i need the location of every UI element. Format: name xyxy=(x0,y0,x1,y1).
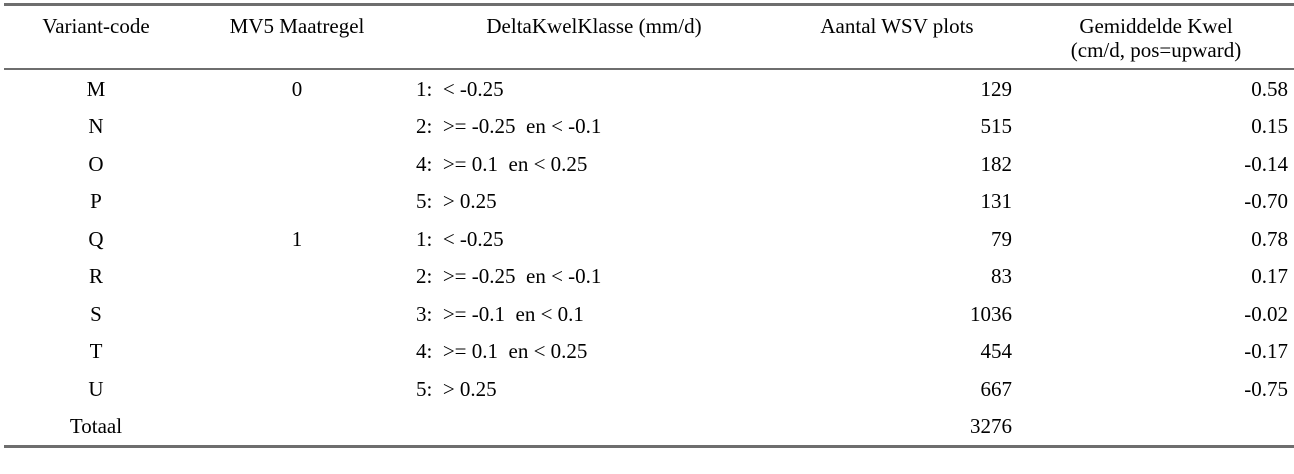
header-mv5-maatregel: MV5 Maatregel xyxy=(229,14,365,38)
cell-delta-class: 4: >= 0.1 en < 0.25 xyxy=(416,151,588,176)
cell-mean-kwel: -0.70 xyxy=(1244,189,1288,214)
header-variant-code: Variant-code xyxy=(42,14,150,38)
cell-variant-code: T xyxy=(89,339,103,364)
cell-variant-code: O xyxy=(88,151,104,176)
table-row xyxy=(4,333,1294,371)
cell-mv5 xyxy=(188,333,406,371)
cell-mv5 xyxy=(188,258,406,296)
cell-mean-kwel: -0.75 xyxy=(1244,376,1288,401)
cell-plot-count: 182 xyxy=(980,151,1012,176)
cell-mean-kwel xyxy=(1018,408,1294,447)
cell-plot-count: 515 xyxy=(980,114,1012,139)
cell-total-label: Totaal xyxy=(69,414,123,439)
table-row xyxy=(4,370,1294,408)
table-body xyxy=(4,69,1294,447)
table-row xyxy=(4,183,1294,221)
cell-mv5 xyxy=(188,295,406,333)
table-row xyxy=(4,108,1294,146)
cell-delta-class: 2: >= -0.25 en < -0.1 xyxy=(416,264,602,289)
header-gemiddelde-kwel-line2: (cm/d, pos=upward) xyxy=(1070,38,1242,62)
cell-delta-class: 5: > 0.25 xyxy=(416,189,497,214)
total-row xyxy=(4,408,1294,447)
cell-variant-code: S xyxy=(90,301,102,326)
cell-delta-class: 3: >= -0.1 en < 0.1 xyxy=(416,301,584,326)
table-row xyxy=(4,220,1294,258)
cell-plot-count: 131 xyxy=(980,189,1012,214)
cell-mean-kwel: 0.78 xyxy=(1251,226,1288,251)
cell-delta-class: 4: >= 0.1 en < 0.25 xyxy=(416,339,588,364)
cell-mv5: 0 xyxy=(291,76,303,101)
cell-plot-count: 79 xyxy=(991,226,1012,251)
cell-variant-code: U xyxy=(88,376,104,401)
cell-mean-kwel: -0.02 xyxy=(1244,301,1288,326)
cell-delta-class: 1: < -0.25 xyxy=(416,226,504,251)
cell-mv5 xyxy=(188,108,406,146)
cell-mv5 xyxy=(188,145,406,183)
cell-delta-class: 5: > 0.25 xyxy=(416,376,497,401)
table-row xyxy=(4,295,1294,333)
cell-plot-count: 129 xyxy=(980,76,1012,101)
cell-plot-count: 1036 xyxy=(970,301,1012,326)
header-aantal-wsv-plots: Aantal WSV plots xyxy=(820,14,974,38)
cell-plot-count: 454 xyxy=(980,339,1012,364)
cell-total-count: 3276 xyxy=(970,414,1012,439)
table-header xyxy=(4,5,1294,70)
cell-mv5 xyxy=(188,408,406,447)
cell-mv5 xyxy=(188,370,406,408)
cell-delta-class: 2: >= -0.25 en < -0.1 xyxy=(416,114,602,139)
table-row xyxy=(4,145,1294,183)
kwel-variant-table xyxy=(4,3,1294,448)
header-gemiddelde-kwel-line1: Gemiddelde Kwel xyxy=(1079,14,1233,38)
cell-mean-kwel: 0.58 xyxy=(1251,76,1288,101)
header-gemiddelde-kwel xyxy=(1018,5,1294,70)
table-row xyxy=(4,258,1294,296)
cell-delta-class: 1: < -0.25 xyxy=(416,76,504,101)
cell-mv5: 1 xyxy=(291,226,303,251)
cell-delta-class xyxy=(406,408,776,447)
cell-variant-code: R xyxy=(88,264,103,289)
cell-variant-code: P xyxy=(90,189,102,214)
cell-plot-count: 667 xyxy=(980,376,1012,401)
cell-variant-code: Q xyxy=(88,226,104,251)
kwel-table-container xyxy=(4,3,1288,448)
cell-mv5 xyxy=(188,183,406,221)
cell-variant-code: N xyxy=(88,114,104,139)
cell-mean-kwel: 0.17 xyxy=(1251,264,1288,289)
header-row xyxy=(4,5,1294,70)
cell-mean-kwel: 0.15 xyxy=(1251,114,1288,139)
table-row xyxy=(4,69,1294,108)
cell-plot-count: 83 xyxy=(991,264,1012,289)
header-delta-kwel-klasse: DeltaKwelKlasse (mm/d) xyxy=(486,14,702,38)
cell-mean-kwel: -0.14 xyxy=(1244,151,1288,176)
cell-mean-kwel: -0.17 xyxy=(1244,339,1288,364)
cell-variant-code: M xyxy=(86,76,106,101)
